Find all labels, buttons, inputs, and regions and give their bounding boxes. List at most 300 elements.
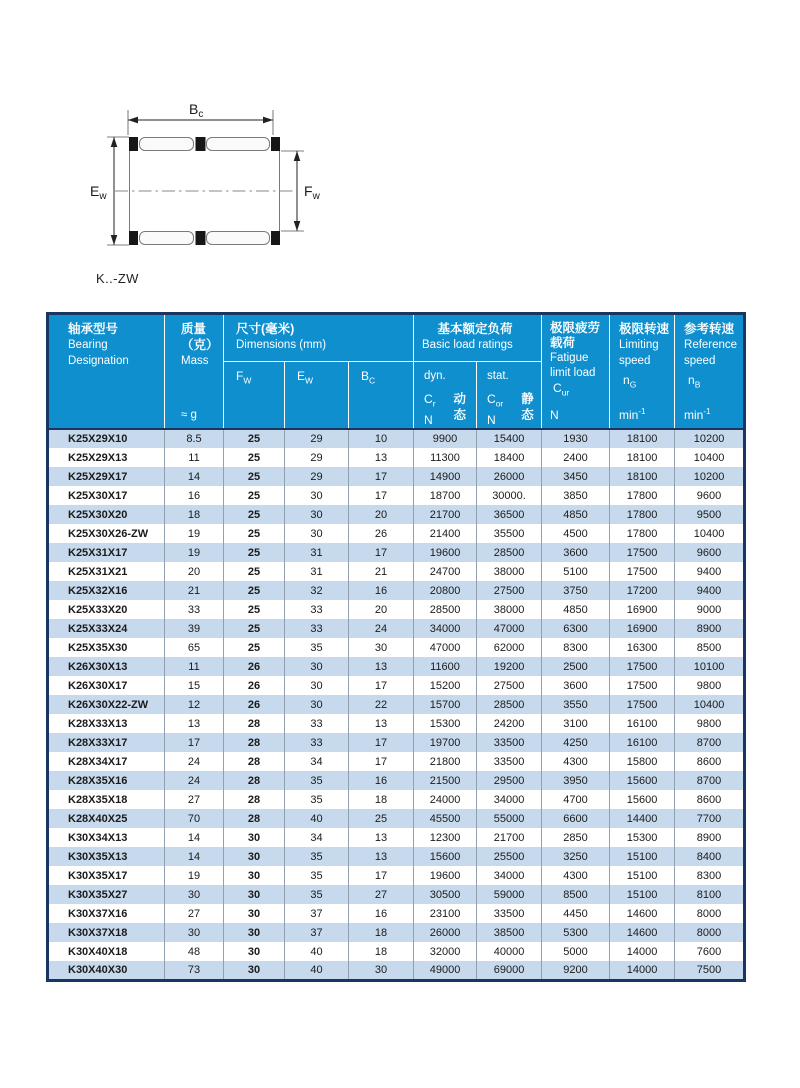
cell-designation: K30X35X27 bbox=[48, 885, 165, 904]
cell-limiting-speed-ng: 14000 bbox=[610, 961, 675, 980]
cell-static-load-cor: 55000 bbox=[477, 809, 542, 828]
column-header-fw: $F_W$ bbox=[224, 362, 285, 429]
cell-ew: 40 bbox=[285, 809, 349, 828]
cell-ew: 35 bbox=[285, 847, 349, 866]
cell-limiting-speed-ng: 17800 bbox=[610, 524, 675, 543]
cell-static-load-cor: 47000 bbox=[477, 619, 542, 638]
cell-limiting-speed-ng: 18100 bbox=[610, 467, 675, 486]
cell-mass: 19 bbox=[165, 543, 224, 562]
cell-bc: 17 bbox=[349, 543, 414, 562]
cell-reference-speed-nb: 8700 bbox=[675, 771, 745, 790]
cell-fw: 25 bbox=[224, 562, 285, 581]
cell-static-load-cor: 69000 bbox=[477, 961, 542, 980]
table-row bbox=[48, 885, 745, 904]
cell-fw: 25 bbox=[224, 619, 285, 638]
cell-static-load-cor: 38000 bbox=[477, 600, 542, 619]
cell-mass: 19 bbox=[165, 524, 224, 543]
cell-static-load-cor: 28500 bbox=[477, 543, 542, 562]
cell-designation: K25X31X21 bbox=[48, 562, 165, 581]
cell-ew: 30 bbox=[285, 657, 349, 676]
cell-reference-speed-nb: 8700 bbox=[675, 733, 745, 752]
cell-mass: 16 bbox=[165, 486, 224, 505]
table-row bbox=[48, 695, 745, 714]
cell-fw: 25 bbox=[224, 505, 285, 524]
cell-bc: 18 bbox=[349, 942, 414, 961]
cell-fw: 30 bbox=[224, 923, 285, 942]
cell-mass: 24 bbox=[165, 771, 224, 790]
cell-dynamic-load-cr: 18700 bbox=[414, 486, 477, 505]
cell-fw: 25 bbox=[224, 467, 285, 486]
cell-limiting-speed-ng: 14400 bbox=[610, 809, 675, 828]
cell-fatigue-load-cur: 4450 bbox=[542, 904, 610, 923]
cell-designation: K25X30X20 bbox=[48, 505, 165, 524]
cell-bc: 22 bbox=[349, 695, 414, 714]
cell-static-load-cor: 36500 bbox=[477, 505, 542, 524]
cell-fatigue-load-cur: 5100 bbox=[542, 562, 610, 581]
cell-bc: 16 bbox=[349, 904, 414, 923]
cell-dynamic-load-cr: 19600 bbox=[414, 543, 477, 562]
cell-limiting-speed-ng: 15600 bbox=[610, 790, 675, 809]
cell-designation: K25X29X10 bbox=[48, 429, 165, 448]
table-row bbox=[48, 524, 745, 543]
bearing-spec-table bbox=[46, 312, 746, 982]
cell-ew: 35 bbox=[285, 771, 349, 790]
cell-limiting-speed-ng: 15800 bbox=[610, 752, 675, 771]
cell-static-load-cor: 33500 bbox=[477, 904, 542, 923]
cell-static-load-cor: 27500 bbox=[477, 676, 542, 695]
cell-designation: K30X37X16 bbox=[48, 904, 165, 923]
cell-reference-speed-nb: 10100 bbox=[675, 657, 745, 676]
column-header-bc: $B_C$ bbox=[349, 362, 414, 429]
cell-static-load-cor: 33500 bbox=[477, 752, 542, 771]
cell-fatigue-load-cur: 4850 bbox=[542, 505, 610, 524]
cell-ew: 30 bbox=[285, 486, 349, 505]
cell-ew: 31 bbox=[285, 562, 349, 581]
cell-fatigue-load-cur: 1930 bbox=[542, 429, 610, 448]
cell-dynamic-load-cr: 21800 bbox=[414, 752, 477, 771]
cell-mass: 27 bbox=[165, 790, 224, 809]
column-header-ew: $E_W$ bbox=[285, 362, 349, 429]
cell-dynamic-load-cr: 21700 bbox=[414, 505, 477, 524]
cell-fw: 28 bbox=[224, 771, 285, 790]
cell-reference-speed-nb: 9800 bbox=[675, 676, 745, 695]
cell-dynamic-load-cr: 34000 bbox=[414, 619, 477, 638]
cell-bc: 18 bbox=[349, 790, 414, 809]
cell-mass: 27 bbox=[165, 904, 224, 923]
cell-ew: 30 bbox=[285, 676, 349, 695]
cell-reference-speed-nb: 9400 bbox=[675, 581, 745, 600]
cell-ew: 33 bbox=[285, 619, 349, 638]
cell-fw: 28 bbox=[224, 790, 285, 809]
cell-ew: 31 bbox=[285, 543, 349, 562]
designation-zh: 轴承型号 bbox=[68, 322, 119, 336]
table-row bbox=[48, 505, 745, 524]
cell-reference-speed-nb: 10400 bbox=[675, 524, 745, 543]
cell-fw: 26 bbox=[224, 676, 285, 695]
cell-fatigue-load-cur: 3600 bbox=[542, 676, 610, 695]
cell-dynamic-load-cr: 15300 bbox=[414, 714, 477, 733]
table-row bbox=[48, 619, 745, 638]
cell-fw: 28 bbox=[224, 809, 285, 828]
cell-ew: 33 bbox=[285, 733, 349, 752]
cell-static-load-cor: 15400 bbox=[477, 429, 542, 448]
cell-fw: 25 bbox=[224, 448, 285, 467]
cell-static-load-cor: 34000 bbox=[477, 866, 542, 885]
cell-designation: K28X33X13 bbox=[48, 714, 165, 733]
cell-mass: 70 bbox=[165, 809, 224, 828]
cell-reference-speed-nb: 10200 bbox=[675, 467, 745, 486]
cell-fw: 28 bbox=[224, 733, 285, 752]
cell-limiting-speed-ng: 16900 bbox=[610, 619, 675, 638]
cell-bc: 13 bbox=[349, 828, 414, 847]
column-header-limiting-speed: 极限转速 Limiting speed $n_G$ $\min^{-1}$ bbox=[610, 314, 675, 430]
cell-limiting-speed-ng: 17800 bbox=[610, 486, 675, 505]
cell-reference-speed-nb: 9800 bbox=[675, 714, 745, 733]
designation-en1: Bearing bbox=[68, 339, 108, 351]
cell-designation: K30X34X13 bbox=[48, 828, 165, 847]
cell-fatigue-load-cur: 8500 bbox=[542, 885, 610, 904]
cell-static-load-cor: 38500 bbox=[477, 923, 542, 942]
cell-limiting-speed-ng: 17500 bbox=[610, 695, 675, 714]
cell-fatigue-load-cur: 3100 bbox=[542, 714, 610, 733]
cell-dynamic-load-cr: 21500 bbox=[414, 771, 477, 790]
cell-mass: 17 bbox=[165, 733, 224, 752]
cell-fw: 25 bbox=[224, 524, 285, 543]
cell-reference-speed-nb: 8300 bbox=[675, 866, 745, 885]
cell-reference-speed-nb: 10400 bbox=[675, 695, 745, 714]
cell-designation: K30X40X30 bbox=[48, 961, 165, 980]
table-row bbox=[48, 657, 745, 676]
table-row bbox=[48, 486, 745, 505]
cell-limiting-speed-ng: 17200 bbox=[610, 581, 675, 600]
cell-designation: K26X30X22-ZW bbox=[48, 695, 165, 714]
cell-static-load-cor: 35500 bbox=[477, 524, 542, 543]
table-row bbox=[48, 847, 745, 866]
cell-limiting-speed-ng: 14600 bbox=[610, 904, 675, 923]
cell-limiting-speed-ng: 16900 bbox=[610, 600, 675, 619]
cell-static-load-cor: 21700 bbox=[477, 828, 542, 847]
cell-designation: K25X30X17 bbox=[48, 486, 165, 505]
cell-designation: K25X32X16 bbox=[48, 581, 165, 600]
cell-mass: 20 bbox=[165, 562, 224, 581]
cell-reference-speed-nb: 8500 bbox=[675, 638, 745, 657]
column-group-basic-load-ratings: 基本额定负荷 Basic load ratings bbox=[414, 314, 542, 362]
table-row bbox=[48, 448, 745, 467]
cell-dynamic-load-cr: 19700 bbox=[414, 733, 477, 752]
cell-ew: 35 bbox=[285, 638, 349, 657]
cell-bc: 13 bbox=[349, 714, 414, 733]
cell-dynamic-load-cr: 11600 bbox=[414, 657, 477, 676]
cell-fw: 30 bbox=[224, 961, 285, 980]
table-row bbox=[48, 638, 745, 657]
cell-static-load-cor: 25500 bbox=[477, 847, 542, 866]
cell-reference-speed-nb: 8900 bbox=[675, 828, 745, 847]
column-header-mass: 质量 （克） Mass ≈ g bbox=[165, 314, 224, 430]
cell-designation: K30X35X13 bbox=[48, 847, 165, 866]
cell-static-load-cor: 26000 bbox=[477, 467, 542, 486]
cell-reference-speed-nb: 8400 bbox=[675, 847, 745, 866]
cell-dynamic-load-cr: 47000 bbox=[414, 638, 477, 657]
designation-en2: Designation bbox=[68, 355, 129, 367]
table-row bbox=[48, 771, 745, 790]
cell-bc: 18 bbox=[349, 923, 414, 942]
cell-bc: 17 bbox=[349, 866, 414, 885]
cell-mass: 21 bbox=[165, 581, 224, 600]
cell-fw: 30 bbox=[224, 904, 285, 923]
cell-fatigue-load-cur: 3250 bbox=[542, 847, 610, 866]
table-body bbox=[48, 429, 745, 980]
cell-limiting-speed-ng: 17500 bbox=[610, 562, 675, 581]
cell-mass: 14 bbox=[165, 847, 224, 866]
cell-reference-speed-nb: 10400 bbox=[675, 448, 745, 467]
cell-designation: K26X30X13 bbox=[48, 657, 165, 676]
cell-mass: 14 bbox=[165, 467, 224, 486]
cell-ew: 34 bbox=[285, 752, 349, 771]
cell-bc: 17 bbox=[349, 486, 414, 505]
cell-bc: 10 bbox=[349, 429, 414, 448]
table-header bbox=[48, 314, 745, 430]
cell-static-load-cor: 28500 bbox=[477, 695, 542, 714]
cell-dynamic-load-cr: 23100 bbox=[414, 904, 477, 923]
cell-bc: 16 bbox=[349, 581, 414, 600]
cell-static-load-cor: 27500 bbox=[477, 581, 542, 600]
cell-designation: K28X40X25 bbox=[48, 809, 165, 828]
cell-bc: 20 bbox=[349, 505, 414, 524]
cell-static-load-cor: 19200 bbox=[477, 657, 542, 676]
cell-designation: K25X33X24 bbox=[48, 619, 165, 638]
cell-mass: 24 bbox=[165, 752, 224, 771]
cell-fw: 30 bbox=[224, 847, 285, 866]
cell-fw: 25 bbox=[224, 486, 285, 505]
limiting-unit: $\min^{-1}$ bbox=[619, 407, 646, 422]
cell-fatigue-load-cur: 3950 bbox=[542, 771, 610, 790]
table-row bbox=[48, 581, 745, 600]
dimension-label-fw: $F_w$ bbox=[304, 183, 320, 202]
cell-limiting-speed-ng: 15100 bbox=[610, 847, 675, 866]
dimension-label-ew: $E_w$ bbox=[90, 183, 107, 202]
cell-static-load-cor: 33500 bbox=[477, 733, 542, 752]
cell-mass: 19 bbox=[165, 866, 224, 885]
cell-designation: K25X30X26-ZW bbox=[48, 524, 165, 543]
cell-reference-speed-nb: 9600 bbox=[675, 486, 745, 505]
table-row bbox=[48, 676, 745, 695]
cell-fw: 28 bbox=[224, 752, 285, 771]
cell-ew: 33 bbox=[285, 714, 349, 733]
table-row bbox=[48, 828, 745, 847]
cell-reference-speed-nb: 9600 bbox=[675, 543, 745, 562]
cell-designation: K26X30X17 bbox=[48, 676, 165, 695]
cell-reference-speed-nb: 7700 bbox=[675, 809, 745, 828]
column-header-designation bbox=[48, 314, 165, 430]
cell-designation: K30X37X18 bbox=[48, 923, 165, 942]
cell-limiting-speed-ng: 16100 bbox=[610, 733, 675, 752]
cell-dynamic-load-cr: 15200 bbox=[414, 676, 477, 695]
cell-fw: 25 bbox=[224, 638, 285, 657]
cell-dynamic-load-cr: 45500 bbox=[414, 809, 477, 828]
cell-fatigue-load-cur: 5300 bbox=[542, 923, 610, 942]
cell-dynamic-load-cr: 14900 bbox=[414, 467, 477, 486]
cell-limiting-speed-ng: 14000 bbox=[610, 942, 675, 961]
cell-ew: 37 bbox=[285, 923, 349, 942]
cell-ew: 40 bbox=[285, 961, 349, 980]
table-row bbox=[48, 923, 745, 942]
cell-fatigue-load-cur: 3550 bbox=[542, 695, 610, 714]
cell-ew: 29 bbox=[285, 429, 349, 448]
cell-mass: 48 bbox=[165, 942, 224, 961]
cell-fw: 25 bbox=[224, 581, 285, 600]
cell-fatigue-load-cur: 2850 bbox=[542, 828, 610, 847]
cell-fw: 25 bbox=[224, 429, 285, 448]
cell-static-load-cor: 62000 bbox=[477, 638, 542, 657]
table-row bbox=[48, 790, 745, 809]
cell-bc: 13 bbox=[349, 448, 414, 467]
cell-designation: K28X34X17 bbox=[48, 752, 165, 771]
cell-bc: 17 bbox=[349, 676, 414, 695]
cell-fatigue-load-cur: 3450 bbox=[542, 467, 610, 486]
cell-fatigue-load-cur: 3850 bbox=[542, 486, 610, 505]
cell-fatigue-load-cur: 3750 bbox=[542, 581, 610, 600]
table-row bbox=[48, 866, 745, 885]
cell-ew: 32 bbox=[285, 581, 349, 600]
cell-mass: 13 bbox=[165, 714, 224, 733]
cell-limiting-speed-ng: 17800 bbox=[610, 505, 675, 524]
cell-fatigue-load-cur: 6300 bbox=[542, 619, 610, 638]
cell-bc: 30 bbox=[349, 961, 414, 980]
cell-dynamic-load-cr: 15700 bbox=[414, 695, 477, 714]
cell-dynamic-load-cr: 15600 bbox=[414, 847, 477, 866]
cell-reference-speed-nb: 7600 bbox=[675, 942, 745, 961]
cell-limiting-speed-ng: 17500 bbox=[610, 543, 675, 562]
fatigue-unit: N bbox=[550, 408, 559, 422]
table-row bbox=[48, 600, 745, 619]
table-row bbox=[48, 809, 745, 828]
cell-fatigue-load-cur: 4250 bbox=[542, 733, 610, 752]
cell-ew: 35 bbox=[285, 885, 349, 904]
cell-fatigue-load-cur: 8300 bbox=[542, 638, 610, 657]
cell-ew: 29 bbox=[285, 467, 349, 486]
cell-ew: 35 bbox=[285, 790, 349, 809]
cell-reference-speed-nb: 8900 bbox=[675, 619, 745, 638]
cell-mass: 33 bbox=[165, 600, 224, 619]
dimension-label-bc: $B_c$ bbox=[189, 101, 204, 120]
cell-mass: 18 bbox=[165, 505, 224, 524]
cell-dynamic-load-cr: 11300 bbox=[414, 448, 477, 467]
reference-unit: $\min^{-1}$ bbox=[684, 407, 711, 422]
cell-reference-speed-nb: 8000 bbox=[675, 904, 745, 923]
cell-bc: 27 bbox=[349, 885, 414, 904]
table-row bbox=[48, 733, 745, 752]
bearing-cross-section-drawing bbox=[85, 95, 330, 265]
column-header-dynamic-load: dyn. $C_r$ N 动 态 bbox=[414, 362, 477, 429]
cell-fw: 30 bbox=[224, 885, 285, 904]
cell-static-load-cor: 38000 bbox=[477, 562, 542, 581]
table-row bbox=[48, 961, 745, 980]
cell-dynamic-load-cr: 26000 bbox=[414, 923, 477, 942]
cell-mass: 11 bbox=[165, 448, 224, 467]
table-row bbox=[48, 904, 745, 923]
cell-fatigue-load-cur: 3600 bbox=[542, 543, 610, 562]
cell-fw: 30 bbox=[224, 866, 285, 885]
cell-fatigue-load-cur: 4300 bbox=[542, 866, 610, 885]
cell-designation: K28X35X18 bbox=[48, 790, 165, 809]
cell-fatigue-load-cur: 6600 bbox=[542, 809, 610, 828]
cell-static-load-cor: 24200 bbox=[477, 714, 542, 733]
cell-dynamic-load-cr: 24700 bbox=[414, 562, 477, 581]
cell-limiting-speed-ng: 18100 bbox=[610, 448, 675, 467]
cell-bc: 16 bbox=[349, 771, 414, 790]
cell-designation: K25X33X20 bbox=[48, 600, 165, 619]
cell-fw: 26 bbox=[224, 657, 285, 676]
cell-designation: K25X29X13 bbox=[48, 448, 165, 467]
cell-mass: 39 bbox=[165, 619, 224, 638]
cell-limiting-speed-ng: 18100 bbox=[610, 429, 675, 448]
cell-dynamic-load-cr: 21400 bbox=[414, 524, 477, 543]
cell-fatigue-load-cur: 9200 bbox=[542, 961, 610, 980]
cell-limiting-speed-ng: 16100 bbox=[610, 714, 675, 733]
cell-dynamic-load-cr: 24000 bbox=[414, 790, 477, 809]
cell-bc: 13 bbox=[349, 847, 414, 866]
column-header-fatigue-limit-load: 极限疲劳 载荷 Fatigue limit load $C_{ur}$ N bbox=[542, 314, 610, 430]
cell-bc: 21 bbox=[349, 562, 414, 581]
cell-mass: 30 bbox=[165, 885, 224, 904]
cell-fatigue-load-cur: 2500 bbox=[542, 657, 610, 676]
cell-ew: 40 bbox=[285, 942, 349, 961]
cell-designation: K25X35X30 bbox=[48, 638, 165, 657]
cell-limiting-speed-ng: 17500 bbox=[610, 657, 675, 676]
cell-limiting-speed-ng: 15100 bbox=[610, 885, 675, 904]
table-row bbox=[48, 942, 745, 961]
cell-mass: 14 bbox=[165, 828, 224, 847]
column-header-reference-speed: 参考转速 Reference speed $n_B$ $\min^{-1}$ bbox=[675, 314, 745, 430]
cell-dynamic-load-cr: 9900 bbox=[414, 429, 477, 448]
cell-bc: 30 bbox=[349, 638, 414, 657]
cell-designation: K25X31X17 bbox=[48, 543, 165, 562]
cell-mass: 8.5 bbox=[165, 429, 224, 448]
cell-dynamic-load-cr: 20800 bbox=[414, 581, 477, 600]
cell-reference-speed-nb: 8600 bbox=[675, 790, 745, 809]
cell-dynamic-load-cr: 32000 bbox=[414, 942, 477, 961]
cell-dynamic-load-cr: 12300 bbox=[414, 828, 477, 847]
cell-designation: K30X40X18 bbox=[48, 942, 165, 961]
cell-fw: 25 bbox=[224, 543, 285, 562]
cell-bc: 20 bbox=[349, 600, 414, 619]
cell-fatigue-load-cur: 4700 bbox=[542, 790, 610, 809]
table-row bbox=[48, 543, 745, 562]
cell-dynamic-load-cr: 19600 bbox=[414, 866, 477, 885]
cell-limiting-speed-ng: 17500 bbox=[610, 676, 675, 695]
cell-reference-speed-nb: 8600 bbox=[675, 752, 745, 771]
cell-ew: 37 bbox=[285, 904, 349, 923]
series-caption: K..-ZW bbox=[96, 271, 139, 286]
cell-reference-speed-nb: 9400 bbox=[675, 562, 745, 581]
cell-limiting-speed-ng: 16300 bbox=[610, 638, 675, 657]
cell-ew: 33 bbox=[285, 600, 349, 619]
column-header-static-load: stat. $C_{or}$ N 静 态 bbox=[477, 362, 542, 429]
table-row bbox=[48, 429, 745, 448]
table-row bbox=[48, 467, 745, 486]
cell-ew: 35 bbox=[285, 866, 349, 885]
cell-ew: 30 bbox=[285, 695, 349, 714]
cell-fatigue-load-cur: 2400 bbox=[542, 448, 610, 467]
cell-reference-speed-nb: 8000 bbox=[675, 923, 745, 942]
cell-static-load-cor: 30000. bbox=[477, 486, 542, 505]
cell-ew: 30 bbox=[285, 524, 349, 543]
cell-dynamic-load-cr: 30500 bbox=[414, 885, 477, 904]
cell-static-load-cor: 18400 bbox=[477, 448, 542, 467]
cell-mass: 15 bbox=[165, 676, 224, 695]
table-row bbox=[48, 562, 745, 581]
table-row bbox=[48, 714, 745, 733]
